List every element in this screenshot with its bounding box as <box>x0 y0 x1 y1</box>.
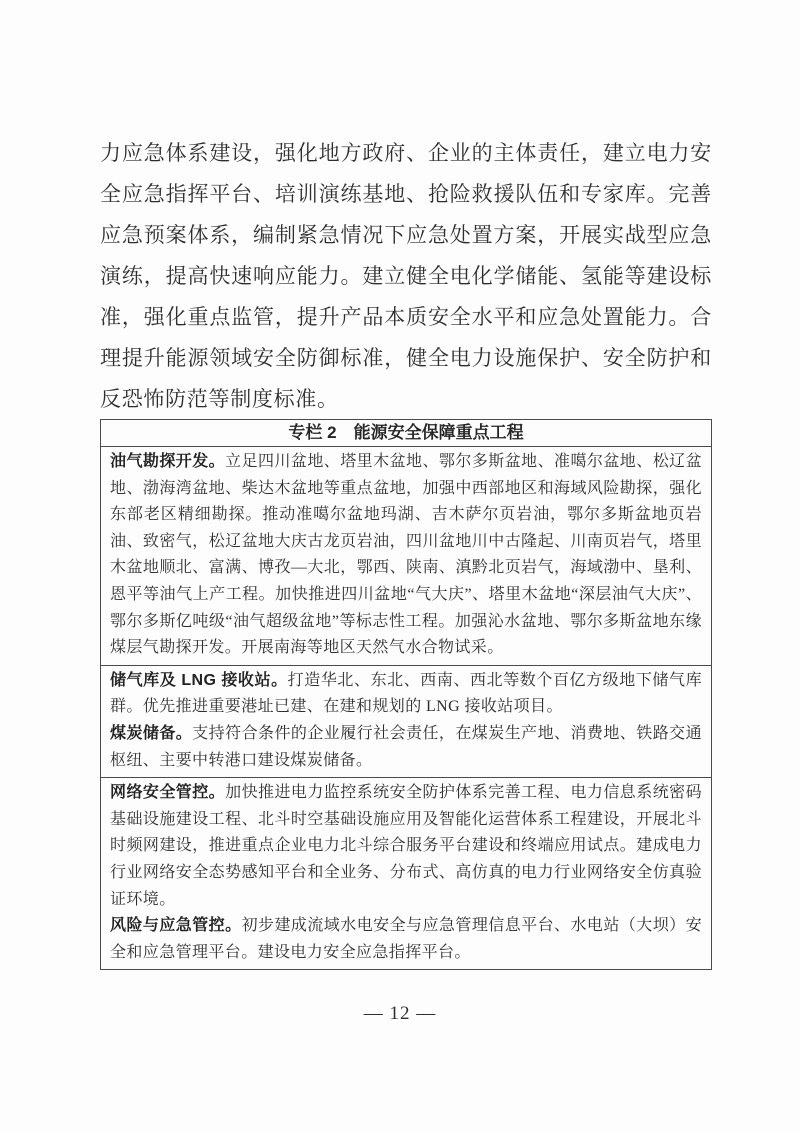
section-text-risk-emergency: 初步建成流域水电安全与应急管理信息平台、水电站（大坝）安全和应急管理平台。建设电力安全应急指挥平台。 <box>110 917 703 961</box>
section-paragraph <box>110 780 702 913</box>
section-label-coal-reserve: 煤炭储备。 <box>110 724 193 742</box>
section-label-risk-emergency: 风险与应急管控。 <box>110 917 242 935</box>
section-text-cybersecurity: 加快推进电力监控系统安全防护体系完善工程、电力信息系统密码基础设施建设工程、北斗时空基础设施应用及智能化运营体系工程建设，开展北斗时频网建设，推进重点企业电力北斗综合服务平台建设和终端应用试点。建成电力行业网络安全态势感知平台和全业务、分布式、高仿真的电力行业网络安全仿真验证环境。 <box>110 784 702 908</box>
section-paragraph <box>110 913 702 966</box>
section-text-gas-storage-lng: 打造华北、东北、西南、西北等数个百亿方级地下储气库群。优先推进重要港址已建、在建和规划的 LNG 接收站项目。 <box>110 671 702 716</box>
section-label-cybersecurity: 网络安全管控。 <box>110 784 226 802</box>
box-title: 专栏 2 能源安全保障重点工程 <box>288 423 524 442</box>
section-paragraph <box>110 449 702 662</box>
page-number: — 12 — <box>363 1003 437 1024</box>
section-label-oil-gas: 油气勘探开发。 <box>110 453 226 470</box>
box-row-storage-lng-coal <box>101 665 711 777</box>
project-box <box>100 419 712 970</box>
section-text-oil-gas: 立足四川盆地、塔里木盆地、鄂尔多斯盆地、准噶尔盆地、松辽盆地、渤海湾盆地、柴达木盆地等重点盆地，加强中西部地区和海域风险勘探，强化东部老区精细勘探。推动准噶尔盆地玛湖、吉木萨尔页岩油，鄂尔多斯盆地页岩油、致密气，松辽盆地大庆古龙页岩油，四川盆地川中古隆起、川南页岩气，塔里木盆地顺北、富满、博孜—大北，鄂西、陕南、滇黔北页岩气，海域渤中、垦利、恩平等油气上产工程。加快推进四川盆地“气大庆”、塔里木盆地“深层油气大庆”、鄂尔多斯亿吨级“油气超级盆地”等标志性工程。加强沁水盆地、鄂尔多斯盆地东缘煤层气勘探开发。开展南海等地区天然气水合物试采。 <box>110 453 702 657</box>
box-row-cybersecurity-risk <box>101 777 711 969</box>
box-row-oil-gas-exploration <box>101 446 711 665</box>
section-paragraph <box>110 721 702 774</box>
section-paragraph <box>110 668 702 721</box>
intro-paragraph: 力应急体系建设，强化地方政府、企业的主体责任，建立电力安全应急指挥平台、培训演练基地、抢险救援队伍和专家库。完善应急预案体系，编制紧急情况下应急处置方案，开展实战型应急演练，提高快速响应能力。建立健全电化学储能、氢能等建设标准，强化重点监管，提升产品本质安全水平和应急处置能力。合理提升能源领域安全防御标准，健全电力设施保护、安全防护和反恐怖防范等制度标准。 <box>100 141 712 411</box>
section-label-gas-storage-lng: 储气库及 LNG 接收站。 <box>110 671 288 689</box>
section-text-coal-reserve: 支持符合条件的企业履行社会责任，在煤炭生产地、消费地、铁路交通枢纽、主要中转港口建设煤炭储备。 <box>110 724 702 769</box>
